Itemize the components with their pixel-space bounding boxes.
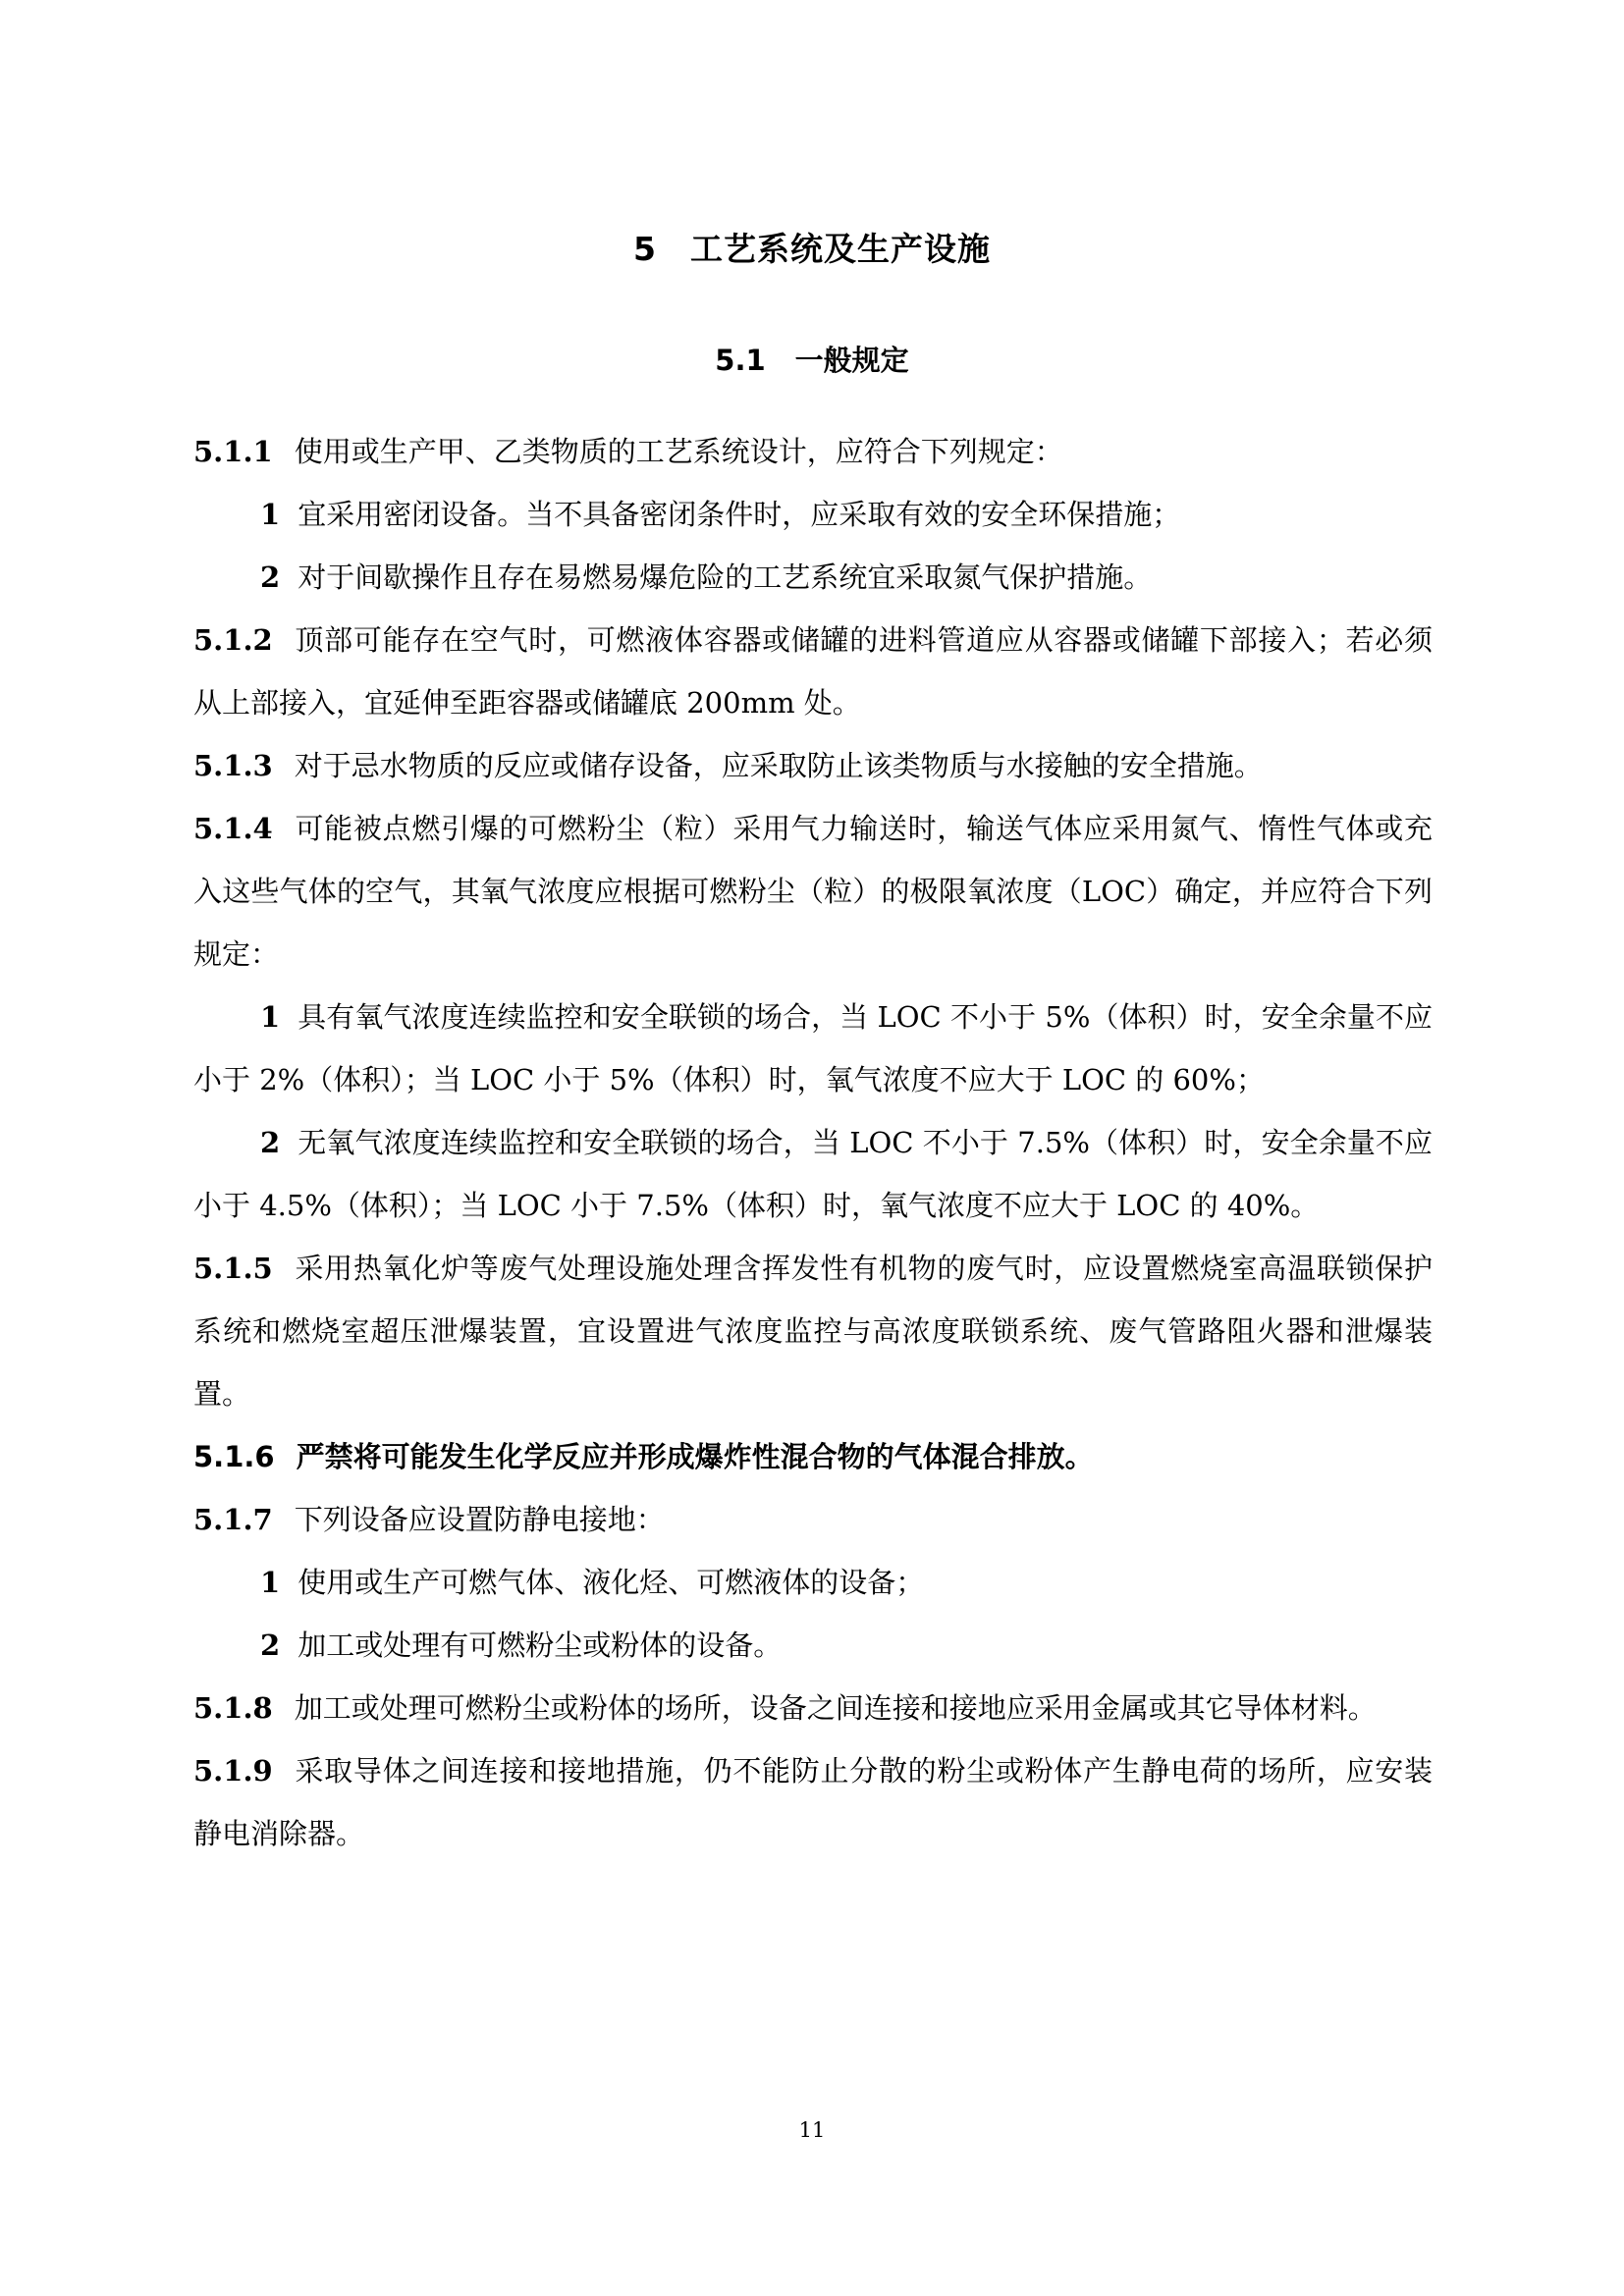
- clause-number: 5.1.2: [193, 623, 273, 657]
- clause-5-1-6: [193, 1425, 1433, 1488]
- clause-text: 对于忌水物质的反应或储存设备，应采取防止该类物质与水接触的安全措施。: [294, 749, 1263, 782]
- item-number: 2: [260, 561, 281, 594]
- clause-item: [193, 546, 1433, 609]
- clause-number: 5.1.7: [193, 1503, 273, 1536]
- item-number: 1: [260, 1000, 281, 1034]
- clause-item: [193, 1551, 1433, 1614]
- item-text: 对于间歇操作且存在易燃易爆危险的工艺系统宜采取氮气保护措施。: [298, 561, 1153, 594]
- item-text: 无氧气浓度连续监控和安全联锁的场合，当 LOC 不小于 7.5%（体积）时，安全余量不应小于 4.5%（体积）；当 LOC 小于 7.5%（体积）时，氧气浓度不应大于 LOC 的 40%。: [193, 1126, 1433, 1222]
- item-number: 1: [260, 498, 281, 531]
- clause-number: 5.1.8: [193, 1691, 273, 1725]
- item-text: 具有氧气浓度连续监控和安全联锁的场合，当 LOC 不小于 5%（体积）时，安全余量不应小于 2%（体积）；当 LOC 小于 5%（体积）时，氧气浓度不应大于 LOC 的 60%；: [193, 1000, 1433, 1096]
- clause-number: 5.1.6: [193, 1440, 275, 1473]
- item-number: 2: [260, 1126, 281, 1159]
- clause-text: 使用或生产甲、乙类物质的工艺系统设计，应符合下列规定：: [294, 435, 1063, 468]
- clause-text: 可能被点燃引爆的可燃粉尘（粒）采用气力输送时，输送气体应采用氮气、惰性气体或充入这些气体的空气，其氧气浓度应根据可燃粉尘（粒）的极限氧浓度（LOC）确定，并应符合下列规定：: [193, 812, 1433, 971]
- chapter-heading: [0, 224, 1624, 270]
- clause-number: 5.1.3: [193, 749, 273, 782]
- clause-text: 下列设备应设置防静电接地：: [294, 1503, 665, 1536]
- clause-text: 加工或处理可燃粉尘或粉体的场所，设备之间连接和接地应采用金属或其它导体材料。: [294, 1691, 1377, 1725]
- clause-text-mandatory: 严禁将可能发生化学反应并形成爆炸性混合物的气体混合排放。: [296, 1440, 1094, 1473]
- chapter-number: 5: [633, 230, 657, 268]
- clause-5-1-9: [193, 1739, 1433, 1865]
- clause-number: 5.1.4: [193, 812, 273, 845]
- clause-number: 5.1.5: [193, 1252, 273, 1285]
- page-number: 11: [798, 2118, 826, 2142]
- clause-item: [193, 1614, 1433, 1677]
- clause-item: [193, 483, 1433, 546]
- clause-text: 采用热氧化炉等废气处理设施处理含挥发性有机物的废气时，应设置燃烧室高温联锁保护系统和燃烧室超压泄爆装置，宜设置进气浓度监控与高浓度联锁系统、废气管路阻火器和泄爆装置。: [193, 1252, 1433, 1411]
- item-text: 使用或生产可燃气体、液化烃、可燃液体的设备；: [298, 1566, 925, 1599]
- clause-text: 顶部可能存在空气时，可燃液体容器或储罐的进料管道应从容器或储罐下部接入；若必须从上部接入，宜延伸至距容器或储罐底 200mm 处。: [193, 623, 1433, 720]
- clause-5-1-7: [193, 1488, 1433, 1551]
- item-number: 1: [260, 1566, 281, 1599]
- clause-5-1-5: [193, 1237, 1433, 1425]
- item-text: 宜采用密闭设备。当不具备密闭条件时，应采取有效的安全环保措施；: [298, 498, 1181, 531]
- clause-5-1-1: [193, 420, 1433, 483]
- document-body: [193, 420, 1433, 1865]
- clause-5-1-3: [193, 734, 1433, 797]
- clause-5-1-8: [193, 1677, 1433, 1739]
- clause-item: [193, 986, 1433, 1111]
- clause-text: 采取导体之间连接和接地措施，仍不能防止分散的粉尘或粉体产生静电荷的场所，应安装静电消除器。: [193, 1754, 1433, 1850]
- section-number: 5.1: [715, 344, 766, 377]
- item-text: 加工或处理有可燃粉尘或粉体的设备。: [298, 1629, 783, 1662]
- chapter-title: 工艺系统及生产设施: [689, 230, 991, 268]
- clause-number: 5.1.9: [193, 1754, 273, 1788]
- clause-number: 5.1.1: [193, 435, 273, 468]
- section-title: 一般规定: [794, 344, 909, 377]
- item-number: 2: [260, 1629, 281, 1662]
- clause-5-1-4: [193, 797, 1433, 986]
- clause-5-1-2: [193, 609, 1433, 734]
- clause-item: [193, 1111, 1433, 1237]
- section-heading: [0, 339, 1624, 379]
